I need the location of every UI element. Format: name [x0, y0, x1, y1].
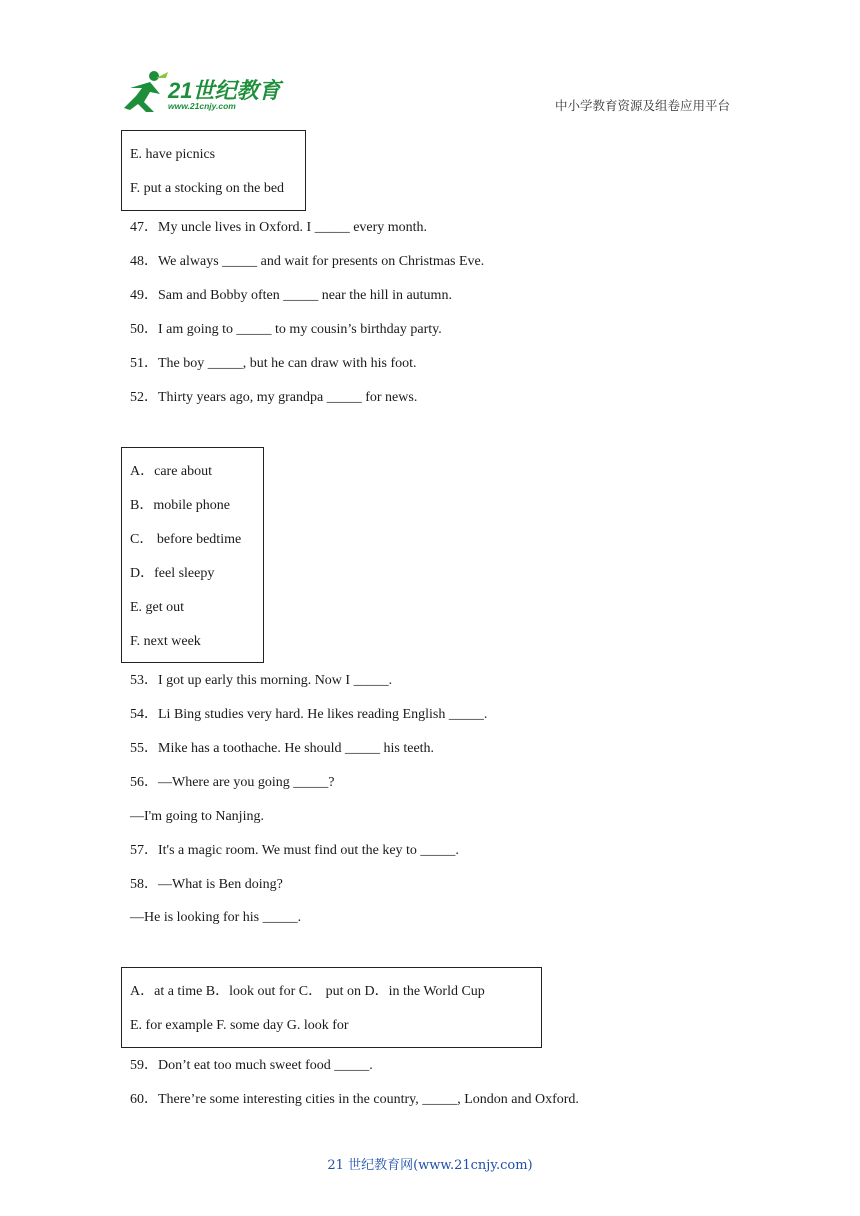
answer-58: —He is looking for his _____.: [130, 910, 302, 925]
question-57: 57．It's a magic room. We must find out the key to _____.: [130, 843, 459, 858]
question-52: 52．Thirty years ago, my grandpa _____ for news.: [130, 390, 418, 405]
question-55: 55．Mike has a toothache. He should _____ his teeth.: [130, 741, 435, 756]
site-logo: [120, 68, 290, 116]
question-49: 49．Sam and Bobby often _____ near the hill in autumn.: [130, 288, 452, 303]
question-47: 47．My uncle lives in Oxford. I _____ every month.: [130, 220, 428, 235]
option-item: B．mobile phone: [130, 498, 230, 513]
option-item: D．feel sleepy: [130, 566, 215, 581]
question-59: 59．Don’t eat too much sweet food _____.: [130, 1058, 373, 1073]
options-box-1: [121, 130, 306, 211]
runner-icon: [120, 68, 170, 116]
option-item: E. for example F. some day G. look for: [130, 1018, 349, 1033]
options-box-2: [121, 447, 264, 663]
question-58: 58．—What is Ben doing?: [130, 877, 283, 892]
question-56: 56．—Where are you going _____?: [130, 775, 335, 790]
question-51: 51．The boy _____, but he can draw with his foot.: [130, 356, 417, 371]
footer-text: 21 世纪教育网(www.21cnjy.com): [327, 1158, 533, 1173]
logo-text: 21世纪教育: [168, 78, 281, 103]
question-54: 54．Li Bing studies very hard. He likes reading English _____.: [130, 707, 488, 722]
option-item: A．care about: [130, 464, 213, 479]
options-box-3: [121, 967, 542, 1048]
question-60: 60．There’re some interesting cities in the country, _____, London and Oxford.: [130, 1092, 579, 1107]
answer-56: —I'm going to Nanjing.: [130, 809, 264, 824]
platform-title: 中小学教育资源及组卷应用平台: [554, 98, 730, 113]
question-48: 48．We always _____ and wait for presents on Christmas Eve.: [130, 254, 485, 269]
option-item: C． before bedtime: [130, 532, 242, 547]
option-item: E. have picnics: [130, 147, 216, 162]
option-item: A．at a time B．look out for C． put on D．in the World Cup: [130, 984, 485, 999]
option-item: F. put a stocking on the bed: [130, 181, 285, 196]
question-50: 50．I am going to _____ to my cousin’s birthday party.: [130, 322, 442, 337]
option-item: E. get out: [130, 600, 185, 615]
logo-url: www.21cnjy.com: [168, 101, 236, 111]
question-53: 53．I got up early this morning. Now I _____.: [130, 673, 393, 688]
option-item: F. next week: [130, 634, 201, 649]
